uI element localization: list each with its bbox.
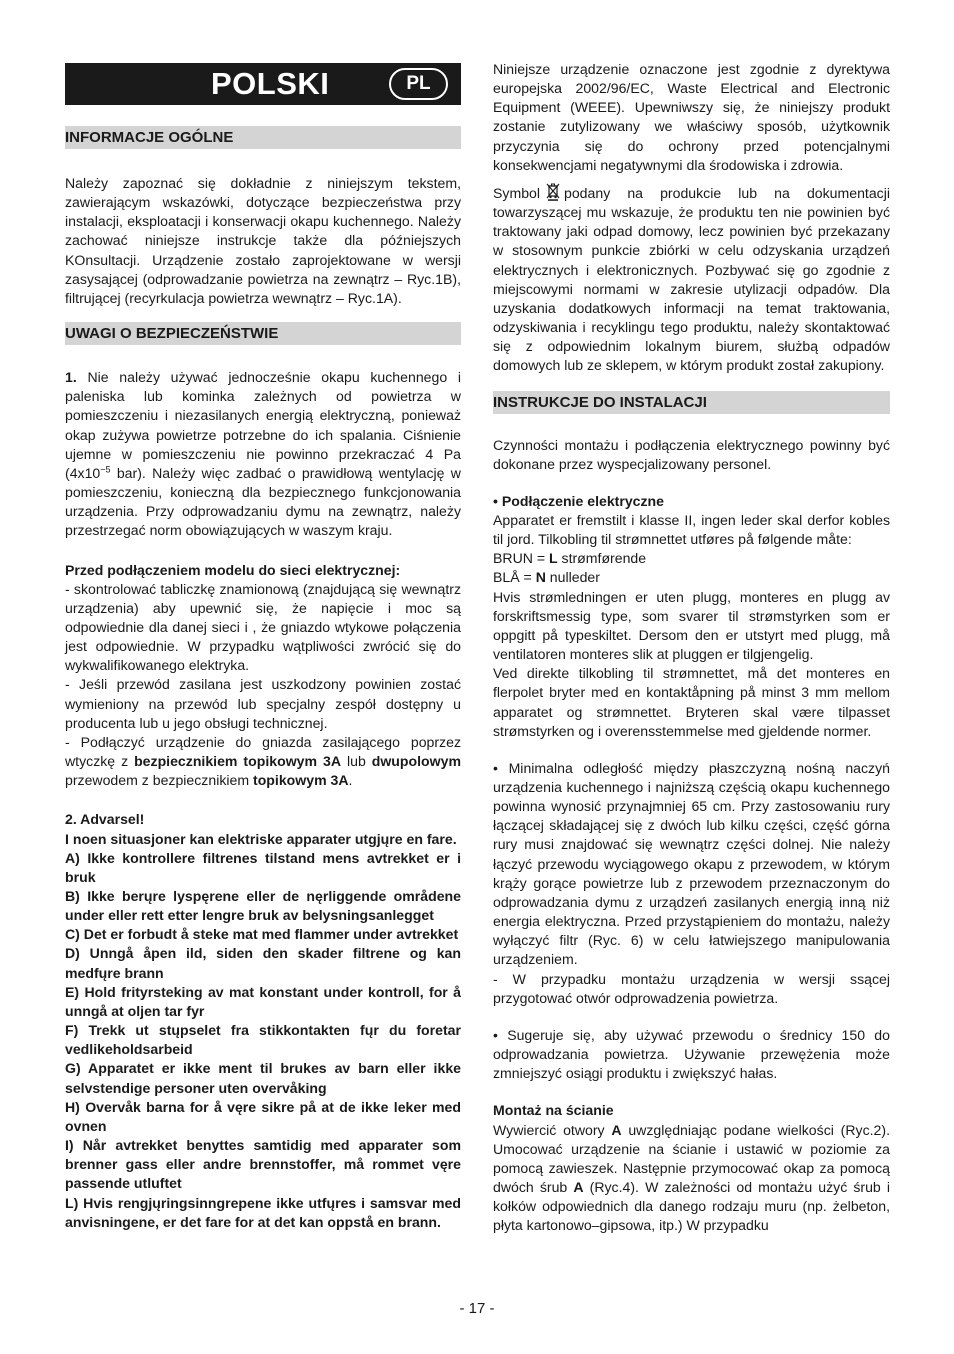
crossed-bin-icon [546, 183, 560, 201]
duct-suggestion-paragraph: • Sugeruje się, aby używać przewodu o średnicy 150 do odprowadzania powietrza. Używanie przewężenia może zmniejszyć osiągi produktu i zwiększyć hałas. [493, 1026, 890, 1082]
electric-connection-text-3: Ved direkte tilkobling til strømnettet, må det monteres en flerpolet bryter med en kontaktåpning på minst 3 mm mellom apparatet og strømnettet. Bryteren skal være tilpasset strømstyrken og i overensstemmelse med gjeldende normer. [493, 665, 890, 739]
safety-point-1: 1. Nie należy używać jednocześnie okapu kuchennego i paleniska lub kominka zależnych od powietrza w pomieszczeniu i niezasilanych energią elektryczną, ponieważ okap zużywa powietrze potrzebne do ich spalania. Ciśnienie ujemne w pomieszczeniu nie powinno przekraczać 4 Pa ($4x10^{-5}$ bar). Należy więc zadbać o prawidłową wentylację w pomieszczeniu, konieczną dla bezpiecznego funkcjonowania urządzenia. Przy odprowadzaniu dymu na zewnątrz, należy przestrzegać norm obowiązujących w waszym kraju. [65, 369, 461, 539]
warning-a: A) Ikke kontrollere filtrenes tilstand mens avtrekket er i bruk [65, 849, 461, 885]
weee-paragraph: Niniejsze urządzenie oznaczone jest zgodnie z dyrektywa europejska 2002/96/EC, Waste Electrical and Electronic Equipment (WEEE). Upewniwszy się, że niniejszy produkt zostanie zutylizowany we właściwy sposób, użytkownik przyczynia się do ochrony przed potencjalnymi konsekwencjami negatywnymi dla środowiska i zdrowia. [493, 61, 890, 173]
suction-version-paragraph: - W przypadku montażu urządzenia w wersji ssącej przygotować otwór odprowadzenia powietrza. [493, 970, 890, 1006]
right-column [493, 60, 890, 1235]
language-banner [65, 63, 461, 105]
pre-connection-title: Przed podłączeniem modelu do sieci elektrycznej: [65, 561, 401, 578]
warning-title: 2. Advarsel! [65, 811, 145, 828]
warning-g: G) Apparatet er ikke ment til brukes av barn eller ikke selvstendige personer uten overvåking [65, 1060, 461, 1096]
warning-b: B) Ikke berųre lyspęrene eller de nęrliggende områdene under eller rett etter lengre bruk av belysningsanlegget [65, 888, 461, 924]
electric-connection-title: • Podłączenie elektryczne [493, 492, 665, 509]
brown-wire-line: BRUN = L strømførende [493, 550, 647, 567]
page-number: - 17 - [459, 1300, 495, 1317]
warning-l: L) Hvis rengjųringsinngrepene ikke utfųres i samsvar med anvisningene, er det fare for at det kan oppstå en brann. [65, 1194, 461, 1230]
warning-f: F) Trekk ut stųpselet fra stikkontakten fųr du foretar vedlikeholdsarbeid [65, 1022, 461, 1058]
warning-h: H) Overvåk barna for å vęre sikre på at de ikke leker med ovnen [65, 1098, 461, 1134]
warning-c: C) Det er forbudt å steke mat med flammer under avtrekket [65, 926, 459, 943]
electric-connection-text-1: Apparatet er fremstilt i klasse II, ingen leder skal derfor kobles til jord. Tilkobling til strømnettet utføres på følgende måte: [493, 511, 890, 548]
heading-installation: INSTRUKCJE DO INSTALACJI [493, 391, 890, 414]
intro-paragraph: Należy zapoznać się dokładnie z niniejszym tekstem, zawierającym wskazówki, dotyczące bezpieczeństwa przy instalacji, eksploatacji i konserwacji okapu kuchennego. Należy zachować niniejsze instrukcje także dla późniejszych KOnsultacji. Urządzenie zostało zaprojektowane w wersji zasysającej (odprowadzanie powietrza na zewnątrz – Ryc.1B), filtrującej (recyrkulacja powietrza wewnątrz – Ryc.1A). [65, 175, 461, 306]
warning-i: I) Når avtrekket benyttes samtidig med apparater som brenner gass eller andre brennstoffer, må rommet vęre passende utluftet [65, 1137, 461, 1192]
pre-connection-item-1: - skontrolować tabliczkę znamionową (znajdującą się wewnątrz urządzenia) aby upewnić się, że napięcie i moc są odpowiednie dla danej sieci i , że gniazdo wtykowe połączenia jest odpowiednie. W przypadku wątpliwości zwrócić się do wykwalifikowanego elektryka. [65, 580, 461, 674]
warning-d: D) Unngå åpen ild, siden den skader filtrene og kan medfųre brann [65, 945, 461, 981]
language-title: POLSKI [211, 66, 330, 101]
wall-mounting-title: Montaż na ścianie [493, 1102, 614, 1119]
pre-connection-item-2: - Jeśli przewód zasilana jest uszkodzony powinien zostać wymieniony na przewód lub specjalny zespół dostępny u producenta lub u jego obsługi technicznej. [65, 676, 461, 731]
installation-intro: Czynności montażu i podłączenia elektrycznego powinny być dokonane przez wyspecjalizowany personel. [493, 436, 890, 472]
left-column [65, 60, 461, 1232]
pre-connection-item-3: - Podłączyć urządzenie do gniazda zasilającego poprzez wtyczkę z bezpiecznikiem topikowym 3A lub dwupolowym przewodem z bezpiecznikiem topikowym 3A. [65, 733, 461, 789]
wall-mounting-paragraph: Wywiercić otwory A uwzględniając podane wielkości (Ryc.2). Umocować urządzenie na ścianie i ustawić w poziomie za pomocą zawieszek. Następnie przymocować okap za pomocą dwóch śrub A (Ryc.4). W zależności od montażu użyć śrub i kołków odpowiednich dla danego rodzaju muru (np. żelbeton, płyta kartonowo–gipsowa, itp.) W przypadku [493, 1121, 890, 1234]
symbol-paragraph: Symbol podany na produkcie lub na dokumentacji towarzyszącej mu wskazuje, że produktu ten nie powinien być traktowany jaki odpad domowy, lecz powinien być przekazany w stosownym punkcie zbiórki w celu odzyskania urządzeń elektrycznych i elektronicznych. Pozbywać się go zgodnie z miejscowymi normami w zakresie utylizacji odpadów. Dla uzyskania dodatkowych informacji na temat traktowania, odzyskiwania i recyklingu tego produktu, należy skontaktować się z odpowiednim lokalnym biurem, służbą odpadów domowych lub ze sklepem, w którym produkt został zakupiony. [493, 184, 890, 374]
minimum-distance-paragraph: • Minimalna odległość między płaszczyzną nośną naczyń urządzenia kuchennego i najniższą częścią okapu kuchennego powinna wynosić przynajmniej 65 cm. Przy zastosowaniu rury łączącej składającej się z dwóch lub kilku części, część górna rury musi znajdować się wewnątrz części dolnej. Nie należy łączyć przewodu wyciągowego okapu z przewodem, w którym krąży gorące powietrze lub z przewodem przeznaczonym do odprowadzania dymu z urządzeń zasilanych energią inną niż energia elektryczna. Przed przystąpieniem do montażu, należy wyłączyć filtr (Ryc. 6) w celu łatwiejszego manipulowania urządzeniem. [493, 759, 890, 968]
heading-general-info: INFORMACJE OGÓLNE [65, 126, 461, 149]
electric-connection-text-2: Hvis strømledningen er uten plugg, monteres en plugg av forskriftsmessig type, som svarer til strømstyrken som er oppgitt på typeskiltet. Dersom den er utstyrt med plugg, må ventilatoren monteres slik at pluggen er tilgjengelig. [493, 588, 890, 663]
warning-block [65, 810, 461, 1231]
language-badge: PL [389, 68, 448, 100]
heading-safety: UWAGI O BEZPIECZEŃSTWIE [65, 322, 461, 345]
blue-wire-line: BLÅ = N nulleder [493, 569, 600, 586]
warning-intro: I noen situasjoner kan elektriske apparater utgjųre en fare. [65, 830, 457, 847]
warning-e: E) Hold frityrsteking av mat konstant under kontroll, for å unngå at oljen tar fyr [65, 983, 461, 1019]
